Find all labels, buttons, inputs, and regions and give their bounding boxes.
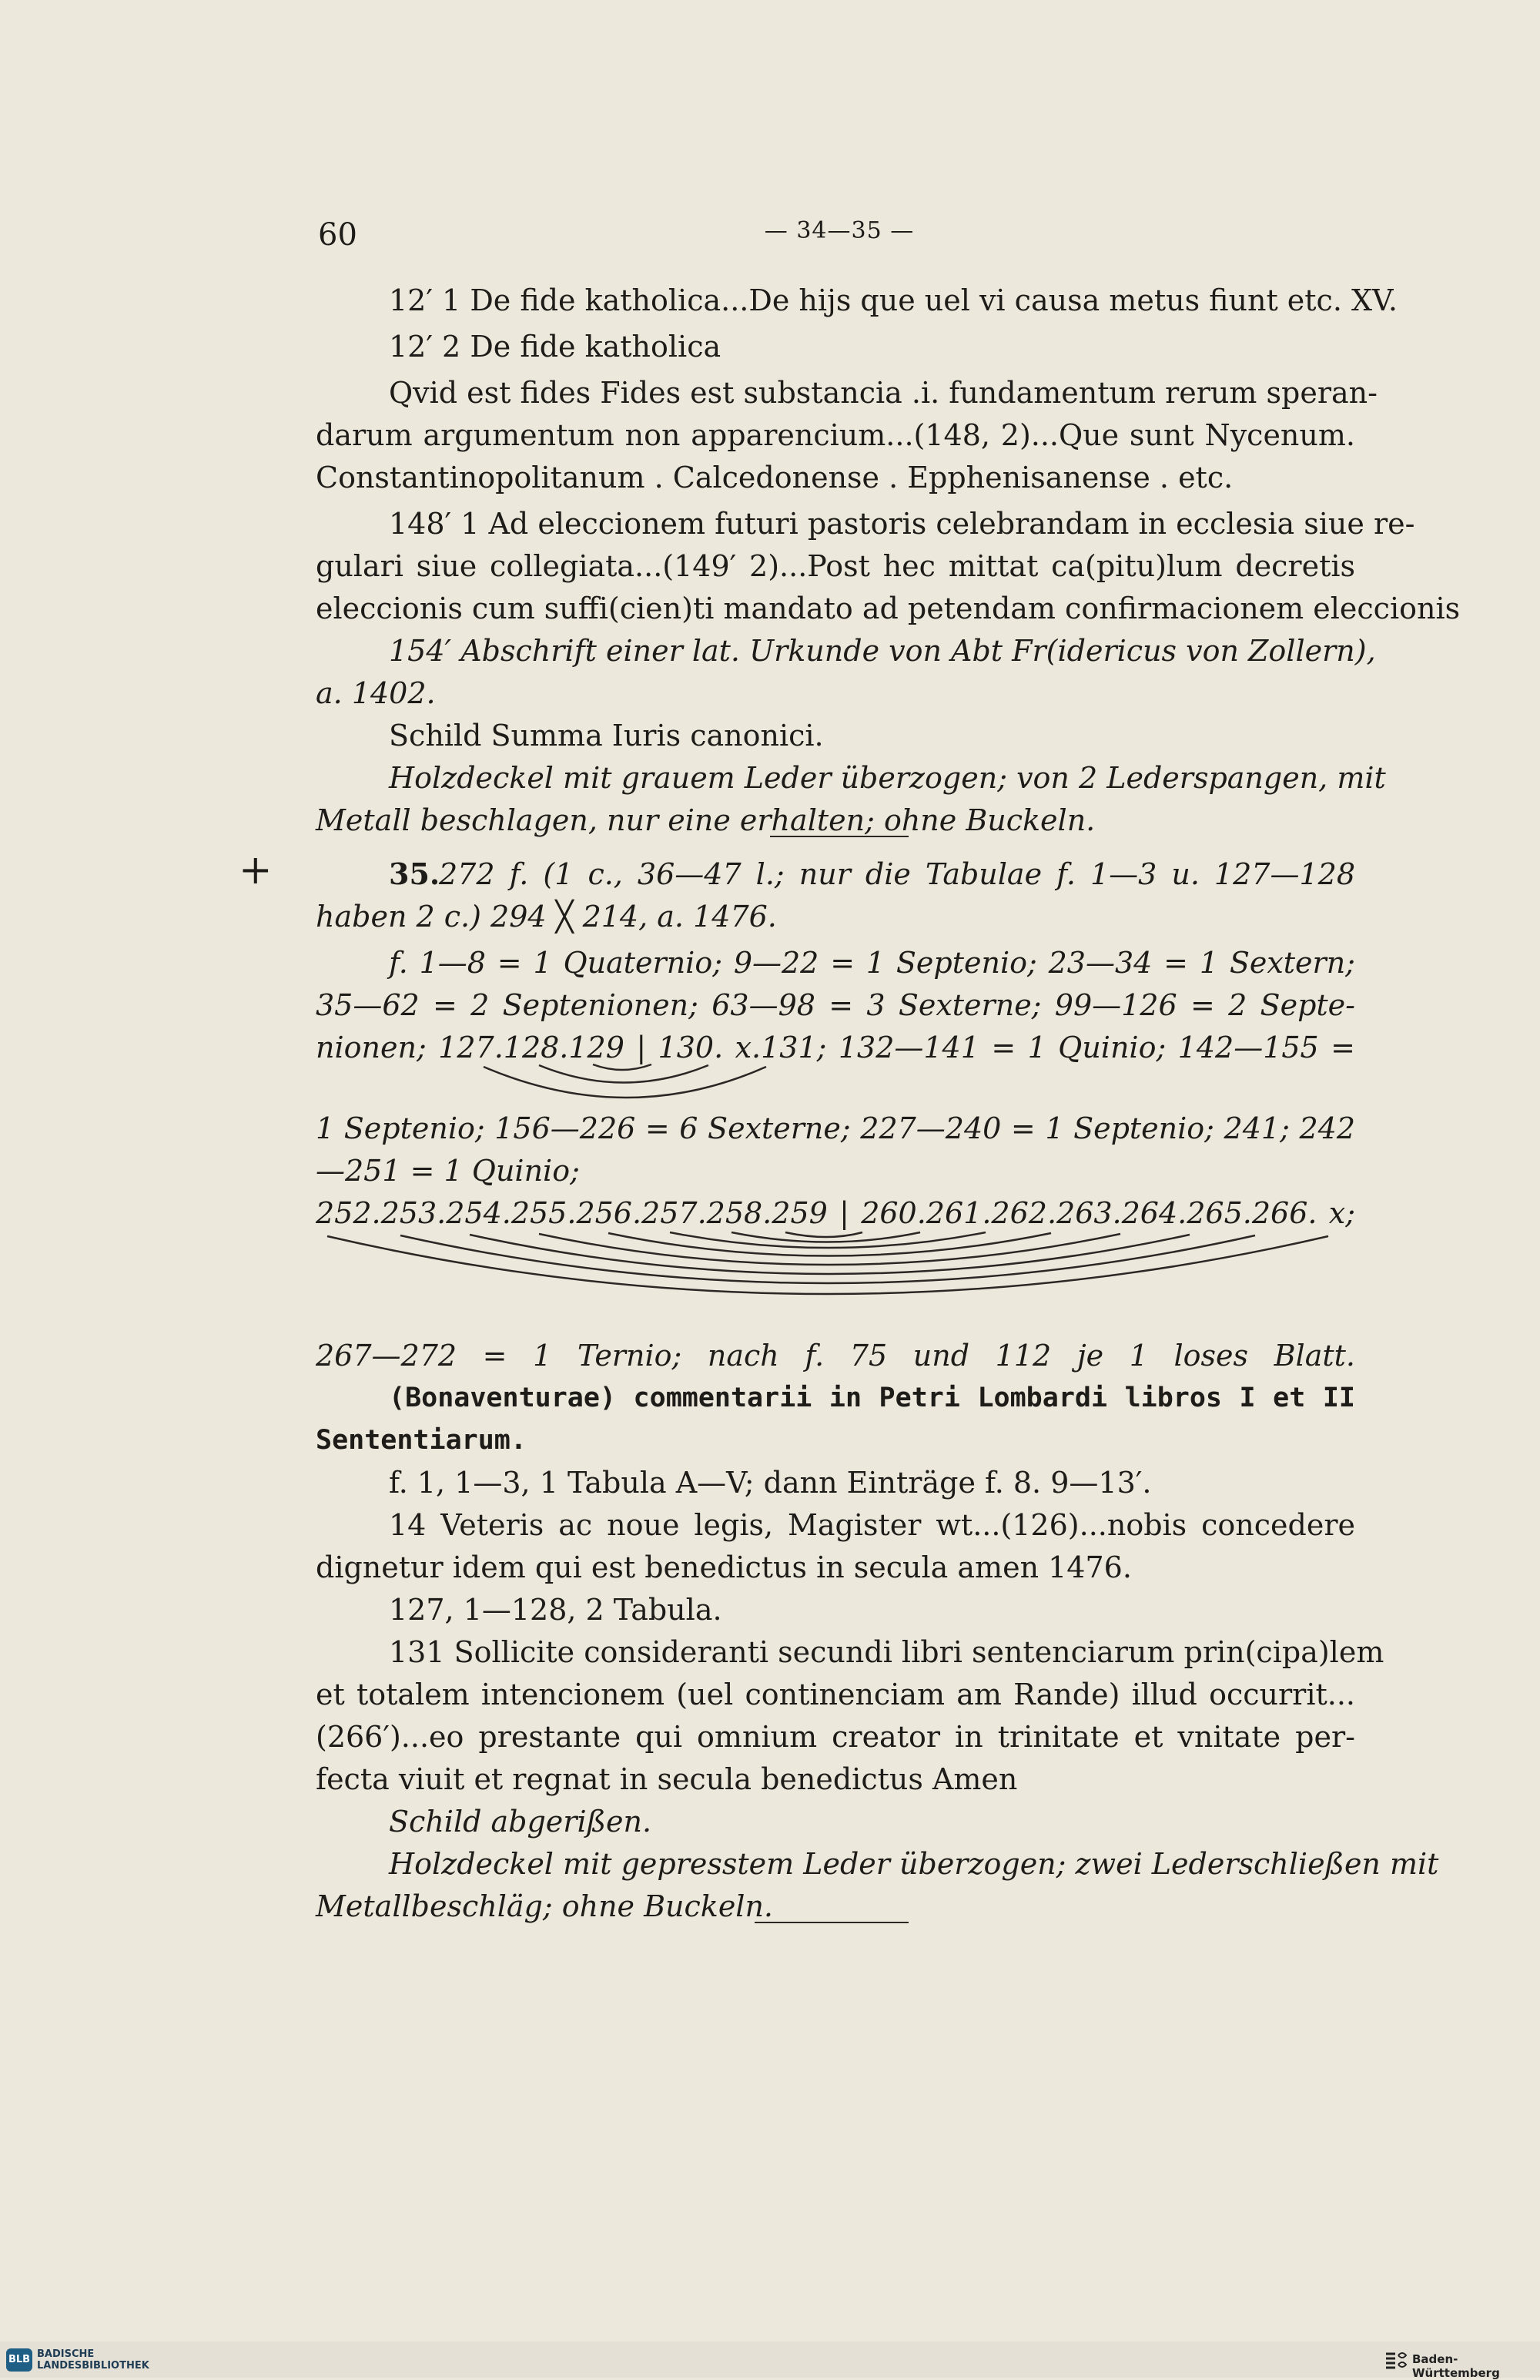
entry35-line-16: 131 Sollicite consideranti secundi libri sentenciarum prin(cipa)lem [389, 1635, 1384, 1669]
entry35-line-15: 127, 1—128, 2 Tabula. [389, 1593, 722, 1627]
margin-mark: + [239, 847, 273, 893]
entry35-line-18: (266′)...eo prestante qui omnium creator in trinitate et vnitate per- [316, 1720, 1355, 1754]
entry35-line-13: 14 Veteris ac noue legis, Magister wt...(126)...nobis concedere [389, 1508, 1355, 1542]
baden-wuerttemberg-label: Baden-Württemberg [1412, 2352, 1500, 2380]
entry34-line-3: Qvid est fides Fides est substancia .i. fundamentum rerum speran- [389, 376, 1378, 410]
page-number: 60 [318, 217, 357, 253]
blb-label-line-1: BADISCHE [37, 2348, 95, 2360]
entry34-line-8: eleccionis cum suffi(cien)ti mandato ad petendam confirmacionem eleccionis [316, 592, 1461, 625]
entry35-line-4: 35—62 = 2 Septenionen; 63—98 = 3 Sexterne; 99—126 = 2 Septe- [316, 988, 1355, 1022]
entry34-line-12: Holzdeckel mit grauem Leder überzogen; von 2 Lederspangen, mit [389, 761, 1386, 795]
entry35-line-10: (Bonaventurae) commentarii in Petri Lombardi libros I et II [389, 1383, 1355, 1413]
viewer-footer [0, 2341, 1540, 2378]
entry34-line-9: 154′ Abschrift einer lat. Urkunde von Abt Fr(idericus von Zollern), [389, 634, 1376, 668]
quire-arc-2d [539, 1234, 1120, 1265]
blb-label-line-2: LANDESBIBLIOTHEK [37, 2360, 149, 2372]
entry34-line-7: gulari siue collegiata...(149′ 2)...Post hec mittat ca(pitu)lum decretis [316, 549, 1355, 583]
entry34-line-1: 12′ 1 De fide katholica...De hijs que uel vi causa metus fiunt etc. XV. [389, 283, 1398, 317]
quire-arc-2f [670, 1232, 986, 1248]
entry35-line-14: dignetur idem qui est benedictus in secula amen 1476. [316, 1550, 1132, 1584]
entry35-line-17: et totalem intencionem (uel continenciam am Rande) illud occurrit... [316, 1678, 1355, 1711]
entry35-line-7: —251 = 1 Quinio; [316, 1154, 580, 1188]
entry35-line-9: 267—272 = 1 Ternio; nach f. 75 und 112 je 1 loses Blatt. [316, 1339, 1355, 1373]
entry35-line-3: f. 1—8 = 1 Quaternio; 9—22 = 1 Septenio; 23—34 = 1 Sextern; [389, 946, 1355, 980]
entry34-line-10: a. 1402. [316, 676, 436, 710]
entry35-number: 35. [389, 856, 440, 891]
entry35-line-6: 1 Septenio; 156—226 = 6 Sexterne; 227—240 = 1 Septenio; 241; 242 [316, 1111, 1355, 1145]
entry35-line-19: fecta viuit et regnat in secula benedictus Amen [316, 1762, 1018, 1796]
entry34-line-5: Constantinopolitanum . Calcedonense . Epphenisanense . etc. [316, 461, 1234, 494]
blb-logo: BLB [6, 2348, 32, 2372]
entry35-line-1: 272 f. (1 c., 36—47 l.; nur die Tabulae f. 1—3 u. 127—128 [439, 857, 1355, 891]
entry35-line-5: nionen; 127.128.129 | 130. x.131; 132—141 = 1 Quinio; 142—155 = [316, 1031, 1355, 1064]
entry34-line-11: Schild Summa Iuris canonici. [389, 719, 824, 753]
entry35-line-12: f. 1, 1—3, 1 Tabula A—V; dann Einträge f. 8. 9—13′. [389, 1466, 1152, 1500]
end-divider [755, 1922, 909, 1923]
entry35-line-22: Metallbeschläg; ohne Buckeln. [316, 1889, 774, 1923]
entry34-line-4: darum argumentum non apparencium...(148, 2)...Que sunt Nycenum. [316, 418, 1355, 452]
entry35-line-8: 252.253.254.255.256.257.258.259 | 260.261.262.263.264.265.266. x; [316, 1196, 1355, 1230]
entry35-line-21: Holzdeckel mit gepresstem Leder überzogen; zwei Lederschließen mit [389, 1847, 1439, 1881]
entry35-line-11: Sententiarum. [316, 1425, 527, 1456]
quire-arc-2h [785, 1232, 862, 1237]
entry34-line-6: 148′ 1 Ad eleccionem futuri pastoris celebrandam in ecclesia siue re- [389, 507, 1415, 541]
entry35-line-2: haben 2 c.) 294 ╳ 214, a. 1476. [316, 900, 777, 934]
state-emblem-icon [1384, 2349, 1408, 2371]
entry34-line-13: Metall beschlagen, nur eine erhalten; ohne Buckeln. [316, 803, 1096, 837]
entry34-line-2: 12′ 2 De fide katholica [389, 330, 721, 364]
entry35-line-20: Schild abgerißen. [389, 1805, 652, 1839]
running-head: — 34—35 — [764, 217, 915, 244]
blb-label [37, 2348, 149, 2372]
